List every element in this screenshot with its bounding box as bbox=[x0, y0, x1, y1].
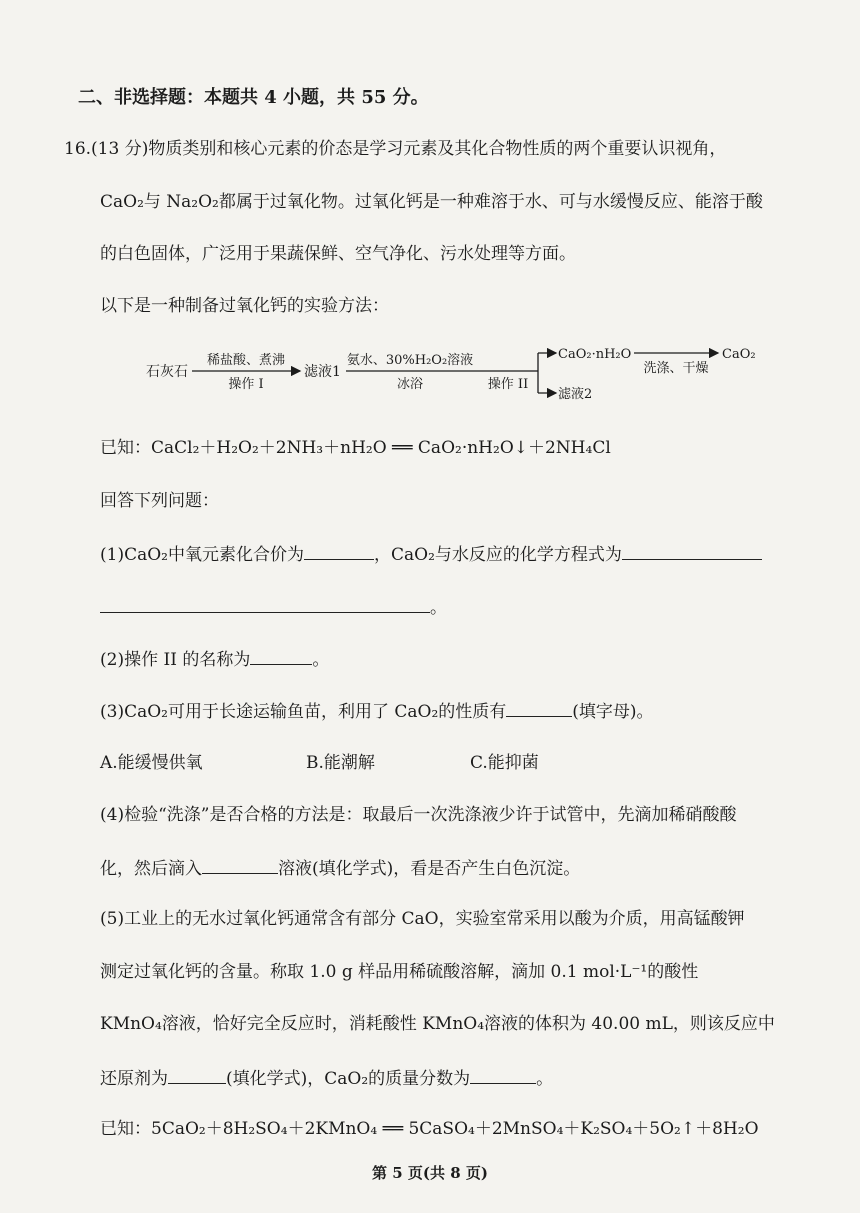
answer-blank-mass-fraction[interactable] bbox=[470, 1065, 536, 1084]
answer-blank-reducing-agent[interactable] bbox=[168, 1065, 226, 1084]
option-a: A.能缓慢供氧 bbox=[100, 753, 203, 773]
answer-blank-properties[interactable] bbox=[506, 698, 572, 717]
sub-question-5-line3: KMnO₄溶液，恰好完全反应时，消耗酸性 KMnO₄溶液的体积为 40.00 mL，则该反应中 bbox=[100, 1014, 775, 1034]
flow-product: CaO₂ bbox=[722, 347, 756, 362]
flow-step3: 洗涤、干燥 bbox=[643, 361, 709, 376]
sub-question-5-line2: 测定过氧化钙的含量。称取 1.0 g 样品用稀硫酸溶解，滴加 0.1 mol·L⁻¹的酸性 bbox=[100, 962, 699, 982]
sub-question-5-line1: (5)工业上的无水过氧化钙通常含有部分 CaO，实验室常采用以酸为介质，用高锰酸钾 bbox=[100, 909, 745, 929]
option-b: B.能潮解 bbox=[306, 753, 375, 773]
flow-step1-bottom: 操作 I bbox=[228, 377, 264, 392]
sub-question-1-cont bbox=[100, 594, 447, 620]
intro-line-2: CaO₂与 Na₂O₂都属于过氧化物。过氧化钙是一种难溶于水、可与水缓慢反应、能溶于酸 bbox=[100, 192, 763, 212]
known-equation-2: 已知：5CaO₂＋8H₂SO₄＋2KMnO₄ ══ 5CaSO₄＋2MnSO₄＋K₂SO₄＋5O₂↑＋8H₂O bbox=[100, 1119, 759, 1139]
flow-op2: 操作 II bbox=[487, 377, 529, 392]
sub-question-4-line1: (4)检验“洗涤”是否合格的方法是：取最后一次洗涤液少许于试管中，先滴加稀硝酸酸 bbox=[100, 805, 737, 825]
question-number: 16. bbox=[64, 139, 92, 159]
sub5-text-b: (填化学式)，CaO₂的质量分数为 bbox=[226, 1069, 471, 1089]
option-c: C.能抑菌 bbox=[470, 753, 539, 773]
sub-question-2 bbox=[100, 646, 329, 672]
answer-prompt: 回答下列问题： bbox=[100, 491, 219, 511]
sub2-text: (2)操作 II 的名称为 bbox=[100, 650, 251, 670]
sub2-end: 。 bbox=[312, 650, 330, 670]
intro-line-4: 以下是一种制备过氧化钙的实验方法： bbox=[100, 296, 389, 316]
answer-blank-reagent-formula[interactable] bbox=[202, 855, 278, 874]
flow-step1-top: 稀盐酸、煮沸 bbox=[206, 353, 286, 368]
flow-step2-top: 氨水、30%H₂O₂溶液 bbox=[346, 353, 474, 368]
intro-line-3: 的白色固体，广泛用于果蔬保鲜、空气净化、污水处理等方面。 bbox=[100, 244, 576, 264]
answer-blank-equation-part2[interactable] bbox=[100, 594, 430, 613]
sub5-text-a: 还原剂为 bbox=[100, 1069, 168, 1089]
sub-question-3 bbox=[100, 698, 654, 724]
intro-line-1: 物质类别和核心元素的价态是学习元素及其化合物性质的两个重要认识视角， bbox=[148, 139, 727, 159]
sub3-text-b: (填字母)。 bbox=[572, 702, 654, 722]
sub4-text-b: 溶液(填化学式)，看是否产生白色沉淀。 bbox=[278, 859, 581, 879]
sub1-end: 。 bbox=[430, 598, 447, 618]
sub-question-5-line4 bbox=[100, 1065, 553, 1091]
known-equation-1: 已知：CaCl₂＋H₂O₂＋2NH₃＋nH₂O ══ CaO₂·nH₂O↓＋2NH₄Cl bbox=[100, 438, 611, 458]
flow-branch-top: CaO₂·nH₂O bbox=[558, 347, 632, 362]
answer-blank-oxidation-state[interactable] bbox=[304, 541, 374, 560]
sub1-text-b: ，CaO₂与水反应的化学方程式为 bbox=[373, 545, 622, 565]
flow-filtrate1: 滤液1 bbox=[304, 364, 341, 380]
section-heading: 二、非选择题：本题共 4 小题，共 55 分。 bbox=[78, 87, 429, 108]
sub3-text-a: (3)CaO₂可用于长途运输鱼苗，利用了 CaO₂的性质有 bbox=[100, 702, 507, 722]
sub4-text-a: 化，然后滴入 bbox=[100, 859, 202, 879]
flow-start: 石灰石 bbox=[146, 364, 188, 380]
question-16-line1 bbox=[64, 137, 726, 161]
page-footer: 第 5 页(共 8 页) bbox=[372, 1164, 488, 1182]
flow-step2-bottom: 冰浴 bbox=[396, 377, 424, 392]
sub-question-1 bbox=[100, 541, 762, 567]
question-points: (13 分) bbox=[91, 139, 149, 159]
answer-blank-operation-name[interactable] bbox=[250, 646, 312, 665]
sub5-end: 。 bbox=[536, 1069, 554, 1089]
flow-branch-bottom: 滤液2 bbox=[558, 387, 593, 402]
answer-blank-equation-part1[interactable] bbox=[622, 541, 762, 560]
sub-question-4-line2 bbox=[100, 855, 580, 881]
sub1-text-a: (1)CaO₂中氧元素化合价为 bbox=[100, 545, 304, 565]
